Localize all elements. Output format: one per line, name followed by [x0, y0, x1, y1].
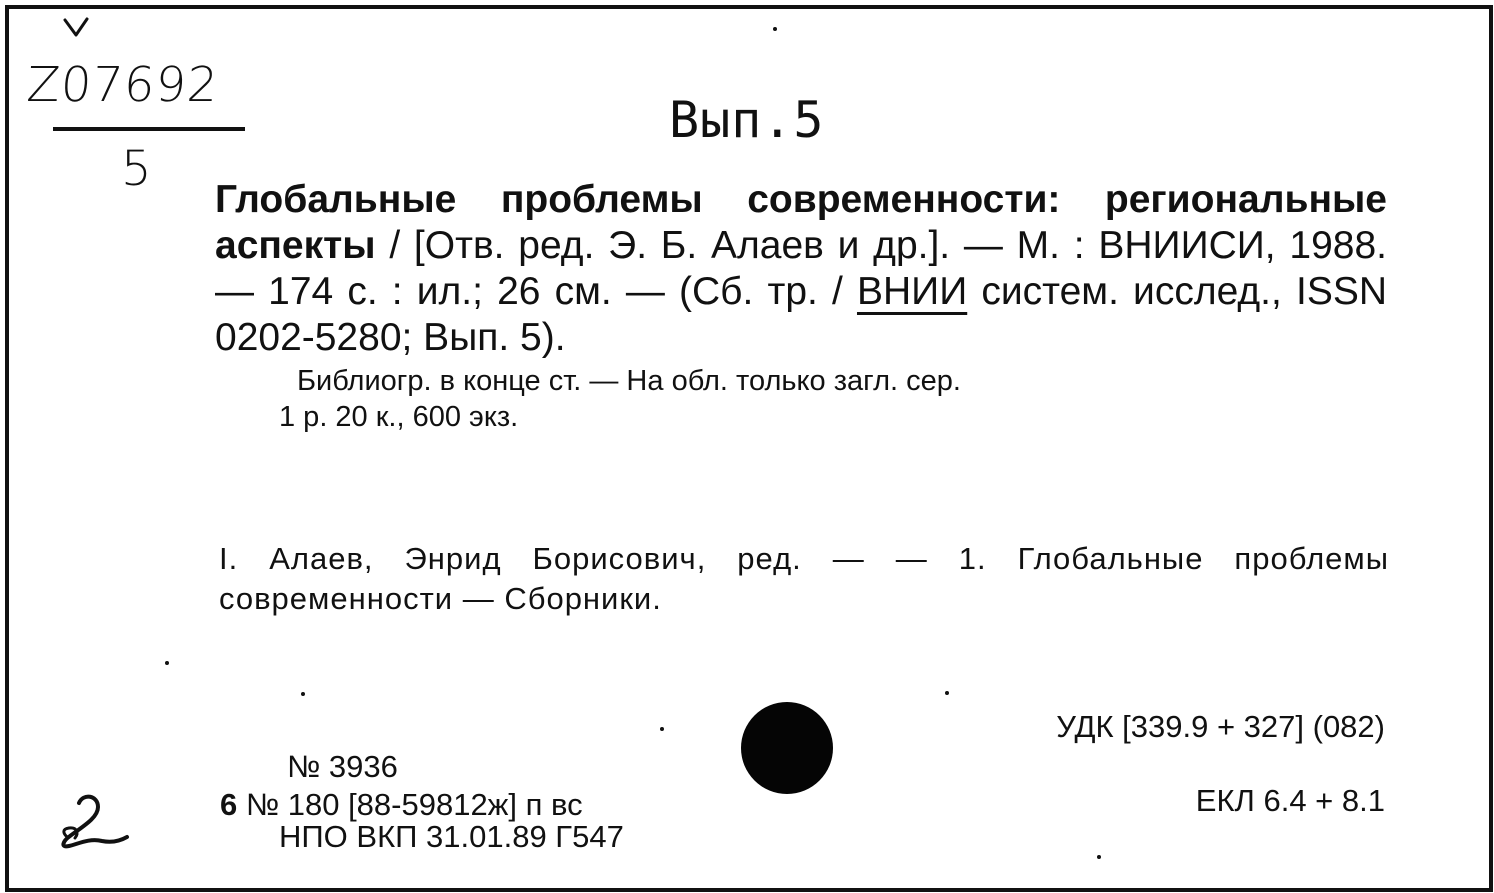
description-part-1: / [Отв. ред. Э. Б. Алаев и др.]. — М. : ВНИИСИ, 1988. — 174 с. : ил.; 26 см. — (Сб. тр. / — [215, 224, 1387, 313]
issue-label: Вып.5 — [669, 91, 825, 149]
title-bold: Глобальные проблемы современности: региональные аспекты — [215, 178, 1387, 267]
ink-speck — [773, 27, 777, 31]
price-note: 1 р. 20 к., 600 экз. — [279, 401, 519, 433]
series-abbrev: ВНИИ — [856, 270, 968, 313]
ink-speck — [660, 727, 664, 731]
ekl-classification: ЕКЛ 6.4 + 8.1 — [1195, 783, 1385, 818]
bibliography-note: Библиогр. в конце ст. — На обл. только загл. сер. — [297, 365, 961, 397]
call-number-sub: 5 — [121, 141, 152, 197]
publication-number-prefix: 6 — [220, 787, 238, 822]
publication-line — [220, 787, 583, 823]
udc-classification: УДК [339.9 + 327] (082) — [1056, 709, 1385, 744]
ink-speck — [165, 661, 169, 665]
handwritten-2-mark-icon — [47, 791, 131, 849]
bibliographic-description — [215, 177, 1387, 361]
call-number: Z07692 — [25, 57, 221, 113]
caron-mark-icon — [63, 17, 89, 39]
publication-number-text: № 180 [88-59812ж] п вс — [237, 787, 583, 822]
description-part-2: систем. исслед., ISSN 0202-5280; Вып. 5). — [215, 270, 1388, 359]
punch-hole-icon — [741, 702, 833, 794]
catalog-card — [5, 5, 1493, 892]
record-number: № 3936 — [287, 749, 398, 784]
ink-speck — [301, 692, 305, 696]
ink-speck — [1097, 855, 1101, 859]
call-number-rule — [53, 127, 245, 131]
agency-line: НПО ВКП 31.01.89 Г547 — [279, 819, 624, 854]
ink-speck — [945, 691, 949, 695]
tracings-text: I. Алаев, Энрид Борисович, ред. — — 1. Глобальные проблемы современности — Сборники. — [219, 541, 1389, 616]
